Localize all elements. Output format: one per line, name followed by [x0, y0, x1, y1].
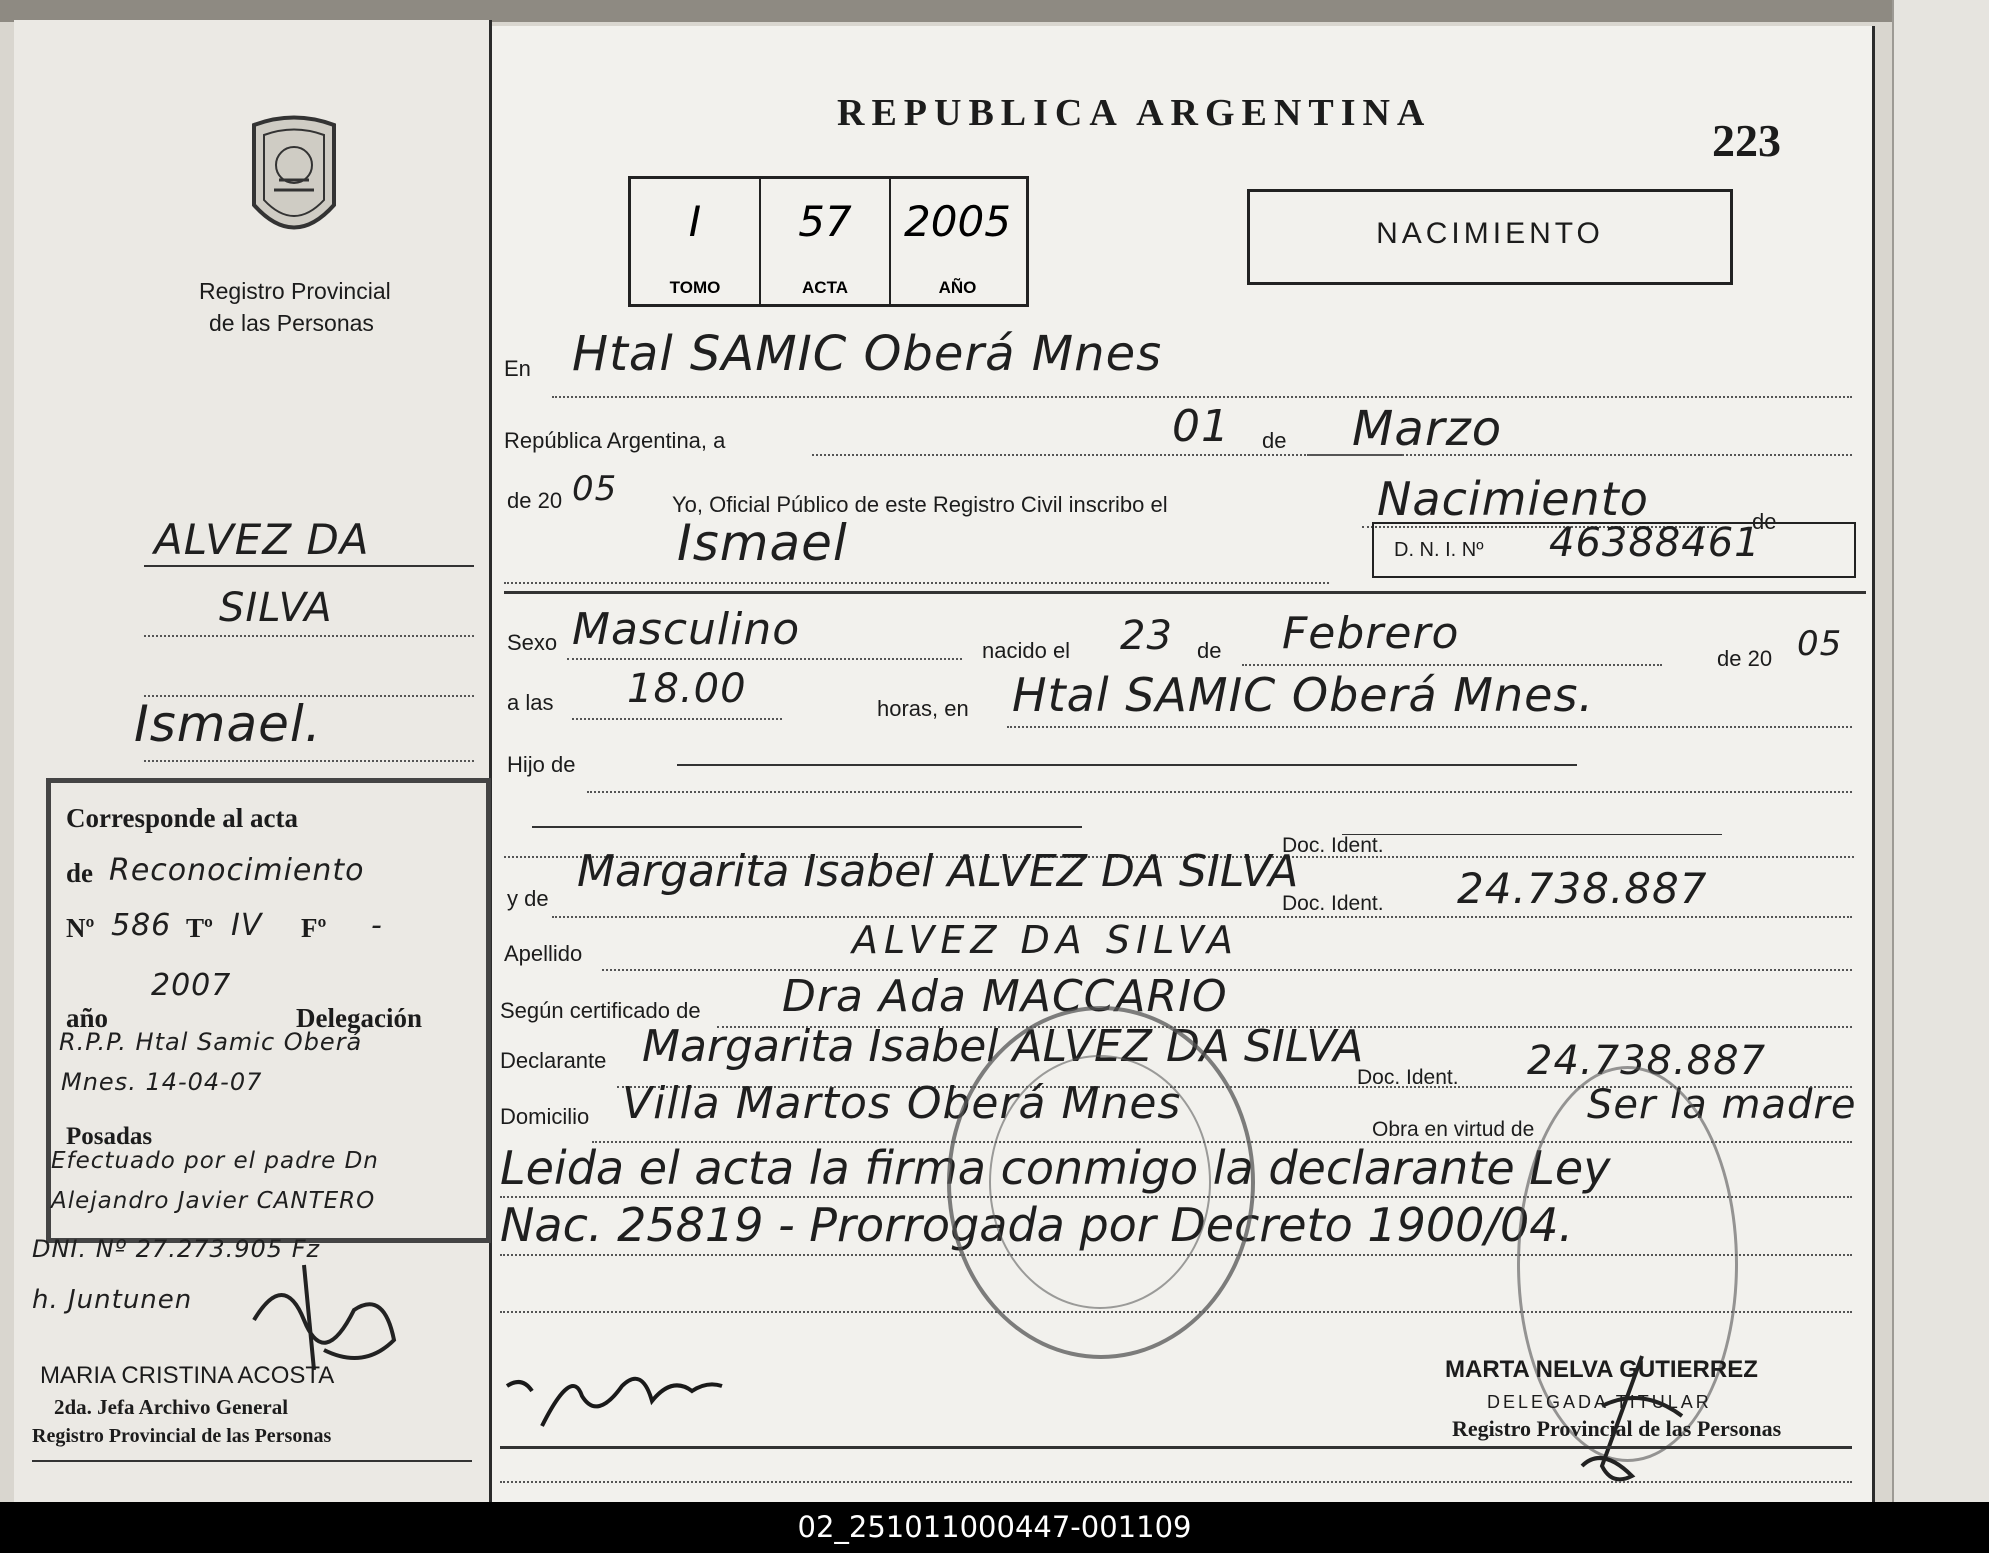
stamp-de-label: de	[66, 858, 93, 888]
notes-line2: Nac. 25819 - Prorrogada por Decreto 1900/04.	[500, 1198, 1574, 1252]
birth-de: de	[1197, 638, 1222, 663]
mother-name: Margarita Isabel ALVEZ DA SILVA	[577, 846, 1299, 897]
stub-surname-underline	[144, 565, 474, 567]
en-label: En	[504, 356, 531, 381]
act-type-box	[1247, 189, 1733, 285]
scan-right-edge	[1892, 0, 1989, 1502]
dni-label: D. N. I. Nº	[1394, 539, 1484, 561]
stub-line	[144, 760, 474, 762]
stamp-line1: Corresponde al acta	[66, 803, 298, 833]
acta-cell	[761, 179, 891, 304]
de-label2: de	[1752, 509, 1777, 534]
stamp-numero-label: Nº	[66, 913, 95, 943]
bottom-line	[500, 1481, 1852, 1483]
year-value: 2005	[904, 197, 1011, 246]
hijo-label: Hijo de	[507, 752, 576, 777]
sexo-line	[567, 658, 962, 660]
delegation-seal-icon	[947, 1006, 1255, 1359]
declarante-doc: 24.738.887	[1527, 1038, 1767, 1084]
stamp-year-value: 2007	[151, 968, 232, 1003]
birth-month-line	[1242, 664, 1662, 666]
father-blank	[532, 826, 1082, 828]
month-value: Marzo	[1352, 401, 1503, 457]
sexo-value: Masculino	[572, 604, 801, 655]
volume-box	[628, 176, 1029, 307]
page-number: 223	[1712, 115, 1781, 166]
stamp-folio-label: Fº	[301, 913, 327, 943]
acta-value: 57	[798, 197, 852, 246]
inscribo-value: Nacimiento	[1377, 472, 1649, 526]
year-prefix: de 20	[507, 488, 563, 513]
officer-signature-icon	[502, 1346, 732, 1436]
apellido-value: ALVEZ DA SILVA	[852, 918, 1239, 962]
a-las-label: a las	[507, 690, 554, 715]
tomo-label: TOMO	[669, 278, 721, 297]
official-signature-icon	[1542, 1346, 1702, 1496]
tomo-value: I	[688, 197, 702, 246]
declarante-value: Margarita Isabel ALVEZ DA SILVA	[642, 1021, 1364, 1072]
doc-ident-label: Doc. Ident.	[1282, 834, 1384, 857]
stub-bottom-rule	[32, 1460, 472, 1462]
obra-value: Ser la madre	[1587, 1082, 1857, 1128]
stub-given-name: Ismael.	[134, 695, 322, 753]
tomo-cell	[631, 179, 761, 304]
dni-box	[1372, 522, 1856, 578]
birth-year: 05	[1797, 624, 1843, 664]
notes-line1: Leida el acta la firma conmigo la declarante Ley	[500, 1141, 1611, 1195]
hour-value: 18.00	[627, 666, 747, 712]
horas-label: horas, en	[877, 696, 969, 721]
stub-surname2: SILVA	[219, 585, 333, 631]
apellido-label: Apellido	[504, 941, 583, 966]
republica-label: República Argentina, a	[504, 428, 726, 453]
provincial-seal-icon	[244, 110, 344, 250]
stamp-delegacion-label: Delegación	[296, 1003, 422, 1033]
stub-note4: h. Juntunen	[32, 1285, 193, 1315]
stamp-delegacion-value: R.P.P. Htal Samic Oberá	[59, 1028, 363, 1056]
official-org: Registro Provincial de las Personas	[1452, 1416, 1782, 1441]
obra-label: Obra en virtud de	[1372, 1118, 1535, 1141]
birth-place: Htal SAMIC Oberá Mnes.	[1012, 668, 1595, 722]
certificado-label: Según certificado de	[500, 998, 701, 1023]
stamp-year-label: año	[66, 1003, 109, 1033]
doc-ident-label3: Doc. Ident.	[1357, 1066, 1459, 1089]
child-name: Ismael	[677, 514, 848, 572]
recognition-stamp	[46, 778, 491, 1243]
official-title: DELEGADA TITULAR	[1487, 1392, 1712, 1412]
father-doc-blank	[1342, 834, 1722, 835]
hijo-blank	[677, 764, 1577, 766]
dni-value: 46388461	[1549, 520, 1761, 566]
stub-signer-title: 2da. Jefa Archivo General	[54, 1395, 289, 1419]
stub-line	[144, 635, 474, 637]
year-label: AÑO	[938, 278, 977, 297]
hijo-line	[587, 791, 1852, 793]
acta-label: ACTA	[802, 278, 848, 297]
stamp-posadas-label: Posadas	[66, 1123, 153, 1150]
image-caption: 02_251011000447-001109	[0, 1502, 1989, 1553]
nacido-label: nacido el	[982, 638, 1071, 663]
official-name: MARTA NELVA GUTIERREZ	[1445, 1356, 1758, 1383]
stub-surname: ALVEZ DA	[154, 515, 370, 564]
yo-text: Yo, Oficial Público de este Registro Civil inscribo el	[672, 492, 1168, 517]
stamp-note1: Efectuado por el padre Dn	[51, 1148, 379, 1174]
year-value-form: 05	[572, 469, 618, 509]
en-line	[552, 396, 1852, 398]
domicilio-label: Domicilio	[500, 1104, 590, 1129]
hour-line	[572, 718, 782, 720]
birth-month: Febrero	[1282, 608, 1460, 659]
domicilio-value: Villa Martos Oberá Mnes	[622, 1078, 1182, 1129]
act-type: NACIMIENTO	[1376, 217, 1604, 250]
bottom-rule	[500, 1446, 1852, 1449]
name-line	[504, 582, 1329, 584]
stamp-folio-value: -	[371, 908, 383, 943]
sexo-label: Sexo	[507, 630, 558, 655]
birth-year-prefix: de 20	[1717, 646, 1773, 671]
year-cell	[891, 179, 1024, 304]
day-value: 01	[1172, 401, 1230, 452]
stub-signer-org: Registro Provincial de las Personas	[32, 1425, 332, 1447]
stamp-tomo-value: IV	[231, 908, 263, 943]
stub-note3: DNI. Nº 27.273.905 Fz	[32, 1235, 321, 1263]
de-label: de	[1262, 428, 1287, 453]
stamp-delegacion-value2: Mnes. 14-04-07	[61, 1068, 263, 1096]
birth-day: 23	[1120, 613, 1173, 659]
registry-line1: Registro Provincial	[199, 278, 391, 304]
stamp-note2: Alejandro Javier CANTERO	[51, 1188, 376, 1214]
en-value: Htal SAMIC Oberá Mnes	[572, 326, 1163, 382]
scan-top-edge	[0, 0, 1989, 22]
registry-line2: de las Personas	[209, 310, 374, 336]
country-title: REPUBLICA ARGENTINA	[837, 92, 1432, 134]
stub-column	[14, 20, 492, 1502]
stamp-numero-value: 586	[111, 908, 172, 943]
certificado-value: Dra Ada MACCARIO	[782, 971, 1228, 1022]
section-rule	[504, 591, 1866, 594]
stamp-tomo-label: Tº	[186, 913, 213, 943]
birth-certificate-form	[492, 26, 1875, 1502]
delegation-seal-inner	[989, 1055, 1211, 1309]
doc-ident-label2: Doc. Ident.	[1282, 892, 1384, 915]
y-de-label: y de	[507, 886, 549, 911]
place-line	[1007, 726, 1852, 728]
stub-signer-name: MARIA CRISTINA ACOSTA	[40, 1362, 335, 1389]
declarante-label: Declarante	[500, 1048, 607, 1073]
stamp-acta-type: Reconocimiento	[109, 853, 365, 888]
mother-doc: 24.738.887	[1457, 864, 1708, 913]
